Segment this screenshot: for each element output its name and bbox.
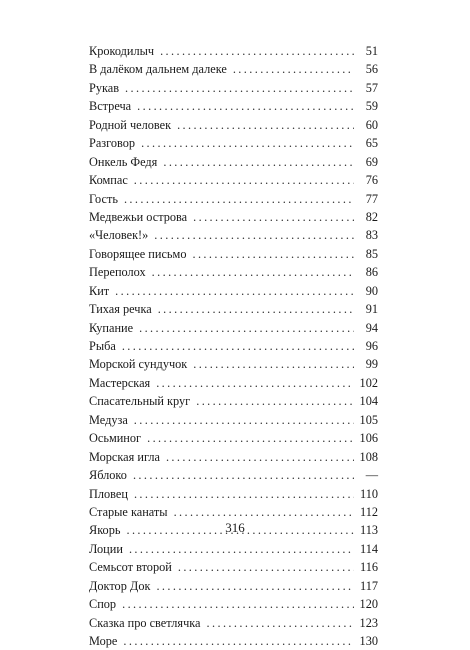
dot-leader [147,429,354,447]
toc-entry [89,134,378,152]
toc-entry-page: 57 [365,80,378,95]
table-of-contents [89,42,378,650]
toc-entry-title: Морская игла [89,449,160,464]
toc-entry [89,374,378,392]
toc-entry-page: 96 [365,339,378,353]
toc-entry [89,97,378,115]
dot-leader [125,79,354,97]
dot-leader [141,134,354,152]
toc-entry-title: Гость [89,191,118,206]
dot-leader [163,153,354,171]
toc-entry-title: Медуза [89,412,128,427]
dot-leader [174,503,354,521]
toc-entry [89,42,378,60]
toc-entry-title: Пловец [89,486,128,501]
toc-entry-page: 113 [360,523,378,538]
toc-entry-page: 117 [360,578,378,593]
toc-entry-page: 59 [365,99,378,114]
toc-entry [89,355,378,373]
dot-leader [134,485,354,503]
toc-entry [89,558,378,576]
toc-entry [89,282,378,300]
toc-entry-title: Осьминог [89,431,142,446]
toc-entry [89,116,378,134]
toc-entry-page: 86 [365,265,378,280]
toc-entry-page: 65 [365,136,378,151]
toc-entry-title: Семьсот второй [89,560,172,575]
dot-leader [193,208,354,226]
toc-entry-page: 94 [365,320,378,335]
toc-entry-title: Разговор [89,136,136,151]
dot-leader [166,448,354,466]
toc-entry-title: Купание [89,320,134,335]
dot-leader [154,226,354,244]
toc-entry [89,485,378,503]
toc-entry-page: 104 [359,394,378,409]
toc-entry-title: Медвежьи острова [89,209,188,224]
toc-entry [89,392,378,410]
toc-entry-title: В далёком дальнем далеке [89,62,227,77]
dot-leader [178,558,354,576]
toc-entry-page: 116 [360,560,378,575]
toc-entry [89,429,378,447]
toc-entry-page: 83 [365,228,378,243]
toc-entry-page: 82 [365,209,378,224]
dot-leader [160,42,354,60]
toc-entry-title: Доктор Док [89,578,151,593]
toc-entry-title: Якорь [89,523,121,538]
toc-entry-page: 120 [359,597,378,612]
toc-entry-page: 91 [365,302,378,317]
toc-entry-page: 76 [365,173,378,188]
toc-entry [89,300,378,318]
dot-leader [134,171,354,189]
toc-entry-page: 51 [365,44,378,58]
dot-leader [156,374,354,392]
dot-leader [207,614,354,632]
toc-entry-title: Онкель Федя [89,154,158,169]
toc-entry [89,226,378,244]
toc-entry-page: 90 [365,283,378,298]
toc-entry-page: 77 [365,191,378,206]
toc-entry-title: Лоции [89,541,123,556]
toc-entry [89,448,378,466]
toc-entry [89,466,378,484]
toc-entry-page: 112 [360,504,378,519]
dot-leader [123,632,354,650]
toc-entry [89,540,378,558]
toc-entry-title: Спасательный круг [89,394,191,409]
toc-entry [89,190,378,208]
toc-entry-title: Спор [89,597,117,612]
dot-leader [196,392,354,410]
toc-entry [89,411,378,429]
toc-entry-title: Родной человек [89,117,172,132]
toc-entry-page: 130 [359,634,378,648]
dot-leader [156,577,354,595]
dot-leader [115,282,354,300]
toc-entry [89,208,378,226]
toc-entry-title: Рыба [89,339,116,353]
toc-entry-page: 105 [359,412,378,427]
toc-entry [89,577,378,595]
toc-entry-page: 99 [365,357,378,372]
toc-entry-title: Встреча [89,99,132,114]
toc-entry [89,79,378,97]
dot-leader [139,319,354,337]
toc-entry [89,337,378,355]
toc-entry [89,263,378,281]
dot-leader [129,540,354,558]
dot-leader [192,245,354,263]
toc-entry [89,595,378,613]
toc-entry-title: Старые канаты [89,504,168,519]
toc-entry [89,153,378,171]
toc-entry-page: 106 [359,431,378,446]
dot-leader [134,411,354,429]
dot-leader [233,60,354,78]
toc-entry [89,319,378,337]
dot-leader [122,337,354,355]
toc-entry-page: 102 [359,375,378,390]
toc-entry-title: Говорящее письмо [89,246,187,261]
toc-entry-title: Яблоко [89,468,127,483]
toc-entry-title: Тихая речка [89,302,152,317]
toc-entry-page: 110 [360,486,378,501]
toc-entry [89,503,378,521]
toc-entry [89,245,378,263]
toc-entry-title: Морской сундучок [89,357,188,372]
dot-leader [133,466,354,484]
toc-entry-title: Компас [89,173,128,188]
toc-entry [89,614,378,632]
toc-entry-title: Сказка про светлячка [89,615,201,630]
toc-entry-page: 114 [360,541,378,556]
toc-entry-page: 56 [365,62,378,77]
toc-entry-title: Рукав [89,80,120,95]
toc-entry-title: Море [89,634,118,648]
toc-entry-page: 85 [365,246,378,261]
toc-entry-page: — [365,468,378,483]
toc-entry-title: Крокодилыч [89,44,155,58]
toc-entry [89,632,378,650]
toc-entry-page: 60 [365,117,378,132]
toc-entry-page: 123 [359,615,378,630]
toc-entry-page: 69 [365,154,378,169]
toc-entry-title: Кит [89,283,110,298]
toc-entry [89,60,378,78]
toc-entry-title: «Человек!» [89,228,149,243]
dot-leader [137,97,354,115]
dot-leader [122,595,354,613]
dot-leader [158,300,354,318]
toc-entry [89,171,378,189]
toc-entry-title: Мастерская [89,375,151,390]
dot-leader [177,116,354,134]
dot-leader [124,190,354,208]
page-number: 316 [225,520,245,535]
dot-leader [152,263,354,281]
toc-entry-page: 108 [359,449,378,464]
dot-leader [193,355,354,373]
toc-entry-title: Переполох [89,265,146,280]
